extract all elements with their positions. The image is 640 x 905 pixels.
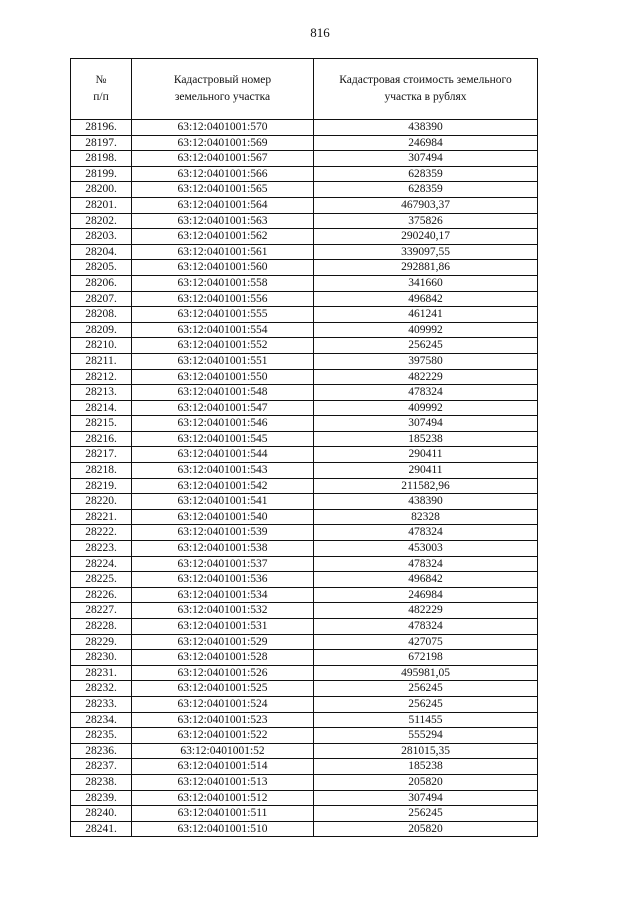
- table-row: [71, 244, 538, 260]
- table-row: [71, 541, 538, 557]
- row-number-cell: 28209.: [71, 322, 132, 338]
- row-number-cell: 28227.: [71, 603, 132, 619]
- cadastral-value-cell: 375826: [314, 213, 538, 229]
- table-row: [71, 681, 538, 697]
- cadastral-number-cell: 63:12:0401001:565: [132, 182, 314, 198]
- row-number-cell: 28233.: [71, 696, 132, 712]
- table-row: [71, 603, 538, 619]
- cadastral-number-cell: 63:12:0401001:538: [132, 541, 314, 557]
- cadastral-value-cell: 246984: [314, 587, 538, 603]
- cadastral-value-cell: 211582,96: [314, 478, 538, 494]
- cadastral-value-cell: 281015,35: [314, 743, 538, 759]
- table-row: [71, 619, 538, 635]
- table-row: [71, 353, 538, 369]
- cadastral-number-cell: 63:12:0401001:542: [132, 478, 314, 494]
- row-number-cell: 28201.: [71, 197, 132, 213]
- cadastral-number-cell: 63:12:0401001:570: [132, 120, 314, 136]
- cadastral-number-cell: 63:12:0401001:555: [132, 307, 314, 323]
- header-cadastral-number: Кадастровый номер земельного участка: [132, 59, 314, 120]
- cadastral-number-cell: 63:12:0401001:567: [132, 151, 314, 167]
- cadastral-value-cell: 453003: [314, 541, 538, 557]
- row-number-cell: 28211.: [71, 353, 132, 369]
- cadastral-value-cell: 478324: [314, 556, 538, 572]
- row-number-cell: 28235.: [71, 728, 132, 744]
- row-number-cell: 28223.: [71, 541, 132, 557]
- cadastral-value-cell: 467903,37: [314, 197, 538, 213]
- table-row: [71, 665, 538, 681]
- cadastral-number-cell: 63:12:0401001:532: [132, 603, 314, 619]
- cadastral-number-cell: 63:12:0401001:548: [132, 385, 314, 401]
- table-row: [71, 572, 538, 588]
- cadastral-value-cell: 628359: [314, 182, 538, 198]
- cadastral-value-cell: 339097,55: [314, 244, 538, 260]
- cadastral-value-cell: 438390: [314, 494, 538, 510]
- cadastral-number-cell: 63:12:0401001:558: [132, 275, 314, 291]
- row-number-cell: 28210.: [71, 338, 132, 354]
- row-number-cell: 28225.: [71, 572, 132, 588]
- table-header: [71, 59, 538, 120]
- cadastral-number-cell: 63:12:0401001:525: [132, 681, 314, 697]
- row-number-cell: 28218.: [71, 463, 132, 479]
- cadastral-number-cell: 63:12:0401001:540: [132, 509, 314, 525]
- cadastral-number-cell: 63:12:0401001:523: [132, 712, 314, 728]
- cadastral-value-cell: 409992: [314, 322, 538, 338]
- cadastral-number-cell: 63:12:0401001:547: [132, 400, 314, 416]
- cadastral-value-cell: 427075: [314, 634, 538, 650]
- cadastral-value-cell: 496842: [314, 291, 538, 307]
- cadastral-value-cell: 341660: [314, 275, 538, 291]
- row-number-cell: 28230.: [71, 650, 132, 666]
- table-row: [71, 260, 538, 276]
- cadastral-value-cell: 482229: [314, 603, 538, 619]
- row-number-cell: 28217.: [71, 447, 132, 463]
- cadastral-value-cell: 438390: [314, 120, 538, 136]
- cadastral-number-cell: 63:12:0401001:541: [132, 494, 314, 510]
- table-row: [71, 447, 538, 463]
- cadastral-number-cell: 63:12:0401001:529: [132, 634, 314, 650]
- cadastral-number-cell: 63:12:0401001:556: [132, 291, 314, 307]
- cadastral-number-cell: 63:12:0401001:564: [132, 197, 314, 213]
- table-row: [71, 806, 538, 822]
- table-row: [71, 197, 538, 213]
- row-number-cell: 28208.: [71, 307, 132, 323]
- cadastral-value-cell: 205820: [314, 774, 538, 790]
- cadastral-number-cell: 63:12:0401001:536: [132, 572, 314, 588]
- table-row: [71, 650, 538, 666]
- row-number-cell: 28212.: [71, 369, 132, 385]
- row-number-cell: 28229.: [71, 634, 132, 650]
- cadastral-number-cell: 63:12:0401001:528: [132, 650, 314, 666]
- row-number-cell: 28228.: [71, 619, 132, 635]
- cadastral-value-cell: 307494: [314, 790, 538, 806]
- row-number-cell: 28219.: [71, 478, 132, 494]
- row-number-cell: 28234.: [71, 712, 132, 728]
- cadastral-number-cell: 63:12:0401001:534: [132, 587, 314, 603]
- cadastral-value-cell: 290240,17: [314, 229, 538, 245]
- row-number-cell: 28222.: [71, 525, 132, 541]
- cadastral-number-cell: 63:12:0401001:513: [132, 774, 314, 790]
- header-row-number: № п/п: [71, 59, 132, 120]
- row-number-cell: 28198.: [71, 151, 132, 167]
- table-row: [71, 509, 538, 525]
- row-number-cell: 28238.: [71, 774, 132, 790]
- table-row: [71, 463, 538, 479]
- row-number-cell: 28240.: [71, 806, 132, 822]
- cadastral-number-cell: 63:12:0401001:561: [132, 244, 314, 260]
- row-number-cell: 28239.: [71, 790, 132, 806]
- cadastral-number-cell: 63:12:0401001:563: [132, 213, 314, 229]
- row-number-cell: 28197.: [71, 135, 132, 151]
- cadastral-number-cell: 63:12:0401001:554: [132, 322, 314, 338]
- cadastral-number-cell: 63:12:0401001:543: [132, 463, 314, 479]
- cadastral-number-cell: 63:12:0401001:537: [132, 556, 314, 572]
- table-row: [71, 494, 538, 510]
- table-row: [71, 338, 538, 354]
- table-row: [71, 307, 538, 323]
- table-row: [71, 229, 538, 245]
- cadastral-number-cell: 63:12:0401001:544: [132, 447, 314, 463]
- row-number-cell: 28241.: [71, 821, 132, 837]
- cadastral-value-cell: 292881,86: [314, 260, 538, 276]
- table-row: [71, 120, 538, 136]
- cadastral-number-cell: 63:12:0401001:560: [132, 260, 314, 276]
- cadastral-value-cell: 478324: [314, 525, 538, 541]
- table-row: [71, 369, 538, 385]
- table-row: [71, 743, 538, 759]
- row-number-cell: 28237.: [71, 759, 132, 775]
- cadastral-number-cell: 63:12:0401001:526: [132, 665, 314, 681]
- row-number-cell: 28202.: [71, 213, 132, 229]
- cadastral-value-cell: 185238: [314, 759, 538, 775]
- cadastral-value-cell: 628359: [314, 166, 538, 182]
- cadastral-value-cell: 185238: [314, 431, 538, 447]
- table-row: [71, 728, 538, 744]
- cadastral-value-cell: 672198: [314, 650, 538, 666]
- table-row: [71, 478, 538, 494]
- table-row: [71, 291, 538, 307]
- cadastral-number-cell: 63:12:0401001:522: [132, 728, 314, 744]
- table-row: [71, 182, 538, 198]
- cadastral-number-cell: 63:12:0401001:566: [132, 166, 314, 182]
- row-number-cell: 28207.: [71, 291, 132, 307]
- cadastral-value-cell: 307494: [314, 151, 538, 167]
- table-row: [71, 525, 538, 541]
- cadastral-value-cell: 495981,05: [314, 665, 538, 681]
- cadastral-value-cell: 409992: [314, 400, 538, 416]
- table-row: [71, 151, 538, 167]
- cadastral-value-cell: 482229: [314, 369, 538, 385]
- cadastral-number-cell: 63:12:0401001:511: [132, 806, 314, 822]
- row-number-cell: 28199.: [71, 166, 132, 182]
- cadastral-number-cell: 63:12:0401001:510: [132, 821, 314, 837]
- cadastral-number-cell: 63:12:0401001:545: [132, 431, 314, 447]
- table-row: [71, 634, 538, 650]
- table-row: [71, 696, 538, 712]
- cadastral-value-cell: 290411: [314, 463, 538, 479]
- row-number-cell: 28203.: [71, 229, 132, 245]
- table-row: [71, 587, 538, 603]
- cadastral-value-cell: 461241: [314, 307, 538, 323]
- header-cadastral-value: Кадастровая стоимость земельного участка в рублях: [314, 59, 538, 120]
- row-number-cell: 28214.: [71, 400, 132, 416]
- row-number-cell: 28221.: [71, 509, 132, 525]
- cadastral-number-cell: 63:12:0401001:546: [132, 416, 314, 432]
- row-number-cell: 28216.: [71, 431, 132, 447]
- cadastral-value-cell: 205820: [314, 821, 538, 837]
- table-row: [71, 431, 538, 447]
- table-row: [71, 213, 538, 229]
- row-number-cell: 28232.: [71, 681, 132, 697]
- cadastral-value-cell: 511455: [314, 712, 538, 728]
- cadastral-number-cell: 63:12:0401001:524: [132, 696, 314, 712]
- table-row: [71, 821, 538, 837]
- cadastral-value-cell: 496842: [314, 572, 538, 588]
- row-number-cell: 28213.: [71, 385, 132, 401]
- row-number-cell: 28204.: [71, 244, 132, 260]
- cadastral-value-table: [70, 58, 538, 837]
- table-row: [71, 322, 538, 338]
- table-row: [71, 275, 538, 291]
- row-number-cell: 28236.: [71, 743, 132, 759]
- cadastral-number-cell: 63:12:0401001:552: [132, 338, 314, 354]
- row-number-cell: 28215.: [71, 416, 132, 432]
- cadastral-value-cell: 307494: [314, 416, 538, 432]
- row-number-cell: 28220.: [71, 494, 132, 510]
- page-number: 816: [310, 25, 330, 40]
- row-number-cell: 28226.: [71, 587, 132, 603]
- cadastral-value-cell: 555294: [314, 728, 538, 744]
- table-row: [71, 166, 538, 182]
- table-row: [71, 135, 538, 151]
- cadastral-number-cell: 63:12:0401001:512: [132, 790, 314, 806]
- table-row: [71, 385, 538, 401]
- cadastral-value-cell: 290411: [314, 447, 538, 463]
- cadastral-number-cell: 63:12:0401001:531: [132, 619, 314, 635]
- row-number-cell: 28224.: [71, 556, 132, 572]
- cadastral-value-cell: 478324: [314, 619, 538, 635]
- table-row: [71, 712, 538, 728]
- table-row: [71, 790, 538, 806]
- cadastral-number-cell: 63:12:0401001:550: [132, 369, 314, 385]
- row-number-cell: 28200.: [71, 182, 132, 198]
- row-number-cell: 28205.: [71, 260, 132, 276]
- cadastral-value-cell: 256245: [314, 338, 538, 354]
- cadastral-value-cell: 256245: [314, 681, 538, 697]
- row-number-cell: 28196.: [71, 120, 132, 136]
- cadastral-value-cell: 246984: [314, 135, 538, 151]
- cadastral-number-cell: 63:12:0401001:539: [132, 525, 314, 541]
- row-number-cell: 28206.: [71, 275, 132, 291]
- cadastral-number-cell: 63:12:0401001:551: [132, 353, 314, 369]
- cadastral-number-cell: 63:12:0401001:514: [132, 759, 314, 775]
- table-row: [71, 416, 538, 432]
- cadastral-value-cell: 256245: [314, 696, 538, 712]
- cadastral-value-cell: 478324: [314, 385, 538, 401]
- table-body: [71, 120, 538, 837]
- table-row: [71, 556, 538, 572]
- table-row: [71, 759, 538, 775]
- cadastral-value-cell: 82328: [314, 509, 538, 525]
- cadastral-number-cell: 63:12:0401001:569: [132, 135, 314, 151]
- cadastral-number-cell: 63:12:0401001:562: [132, 229, 314, 245]
- cadastral-value-cell: 256245: [314, 806, 538, 822]
- header-row: [71, 59, 538, 120]
- table-row: [71, 400, 538, 416]
- cadastral-number-cell: 63:12:0401001:52: [132, 743, 314, 759]
- table-row: [71, 774, 538, 790]
- cadastral-value-cell: 397580: [314, 353, 538, 369]
- row-number-cell: 28231.: [71, 665, 132, 681]
